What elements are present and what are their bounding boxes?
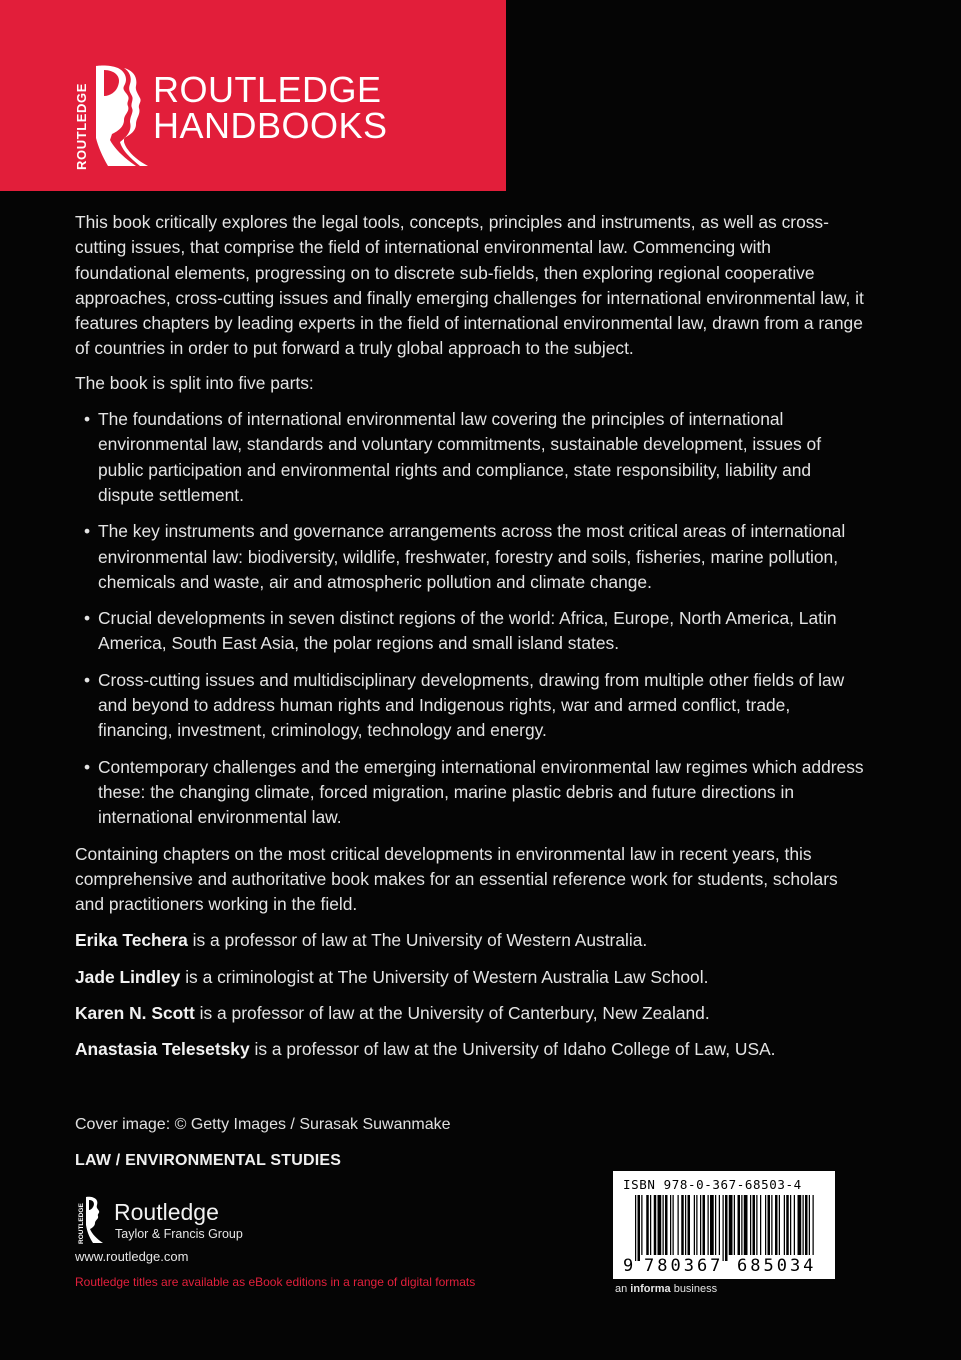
publisher-name: Routledge bbox=[114, 1199, 219, 1225]
publisher-logo-text: ROUTLEDGE bbox=[78, 1203, 85, 1244]
barcode-bar bbox=[650, 1195, 651, 1255]
barcode-bar bbox=[779, 1195, 780, 1255]
barcode-bar bbox=[768, 1195, 771, 1255]
list-item bbox=[75, 519, 865, 595]
barcode-bar bbox=[738, 1195, 741, 1255]
barcode-bar bbox=[794, 1195, 795, 1255]
author-bio bbox=[75, 1001, 865, 1026]
publisher-group: Taylor & Francis Group bbox=[115, 1227, 243, 1241]
barcode-bar bbox=[786, 1195, 789, 1255]
author-description: is a professor of law at the University of Idaho College of Law, USA. bbox=[249, 1039, 776, 1060]
barcode-bar bbox=[753, 1195, 756, 1255]
routledge-publisher-logo-icon bbox=[75, 1195, 107, 1245]
barcode-bar bbox=[700, 1195, 701, 1255]
barcode-bars bbox=[613, 1171, 835, 1279]
barcode-bar bbox=[729, 1195, 733, 1255]
barcode-bar bbox=[688, 1195, 691, 1255]
barcode-bar bbox=[635, 1195, 636, 1261]
author-description: is a criminologist at The University of Western Australia Law School. bbox=[180, 966, 709, 987]
list-item-text: The key instruments and governance arrangements across the most critical areas of international environmental law: biodiversity, wildlife, freshwater, forestry and soils, fisheries, marine pollution, chemicals and waste, air and atmospheric pollution and climate change. bbox=[98, 521, 846, 592]
barcode-bar bbox=[771, 1195, 772, 1255]
list-item bbox=[75, 407, 865, 508]
list-item-text: Crucial developments in seven distinct regions of the world: Africa, Europe, North America, Latin America, South East Asia, the polar regions and small island states. bbox=[98, 608, 837, 654]
barcode-bar bbox=[723, 1195, 724, 1261]
author-description: is a professor of law at The University of Western Australia. bbox=[187, 930, 648, 951]
barcode-bar bbox=[803, 1195, 804, 1255]
barcode-bar bbox=[665, 1195, 668, 1255]
barcode-bar bbox=[734, 1195, 735, 1255]
informa-brand: informa bbox=[630, 1283, 671, 1295]
barcode-bar bbox=[719, 1195, 720, 1255]
list-item-text: Contemporary challenges and the emerging international environmental law regimes which address these: the changing climate, forced migration, marine plastic debris and future directions in international environmental law. bbox=[98, 756, 864, 828]
list-item bbox=[75, 668, 865, 744]
barcode-bar bbox=[805, 1195, 808, 1255]
ebook-availability-note: Routledge titles are available as eBook editions in a range of digital formats bbox=[75, 1275, 476, 1289]
bullet-icon: • bbox=[84, 409, 91, 430]
intro-paragraph: This book critically explores the legal tools, concepts, principles and instruments, as well as cross-cutting issues, that comprise the field of international environmental law. Commencing with foundational elements, progressing on to discrete sub-fields, then exploring regional cooperative approaches, cross-cutting issues and finally emerging challenges for international environmental law, it features chapters by leading experts in the field of international environmental law, drawn from a range of countries in order to put forward a truly global approach to the subject. bbox=[75, 212, 864, 359]
bullet-icon: • bbox=[84, 521, 91, 542]
closing-paragraph: Containing chapters on the most critical developments in environmental law in recent years, this comprehensive and authoritative book makes for an essential reference work for students, scholars and practitioners working in the field. bbox=[75, 843, 838, 915]
author-name: Erika Techera bbox=[75, 930, 188, 951]
bullet-icon: • bbox=[84, 669, 91, 690]
back-cover-description bbox=[75, 210, 865, 1074]
author-name: Anastasia Telesetsky bbox=[75, 1039, 250, 1060]
barcode-bar bbox=[703, 1195, 706, 1255]
barcode-bar bbox=[784, 1195, 785, 1255]
barcode-bar bbox=[741, 1195, 742, 1255]
barcode-bar bbox=[646, 1195, 649, 1255]
bullet-icon: • bbox=[84, 608, 91, 629]
barcode-bar bbox=[775, 1195, 778, 1255]
parts-intro: The book is split into five parts: bbox=[75, 372, 314, 393]
barcode-bar bbox=[673, 1195, 674, 1255]
author-bio bbox=[75, 965, 865, 990]
banner-logo-text: ROUTLEDGE bbox=[74, 82, 89, 170]
barcode-bar bbox=[765, 1195, 766, 1255]
barcode-bar bbox=[708, 1195, 709, 1255]
barcode-bar bbox=[641, 1195, 642, 1255]
informa-suffix: business bbox=[670, 1283, 718, 1295]
barcode-bar bbox=[638, 1195, 641, 1261]
barcode-bar bbox=[696, 1195, 697, 1255]
barcode-bar bbox=[685, 1195, 686, 1255]
list-item-text: The foundations of international environmental law covering the principles of international environmental law, standards and voluntary commitments, sustainable development, issues of public participation and environmental rights and compliance, state responsibility, liability and dispute settlement. bbox=[98, 409, 822, 505]
routledge-profile-logo-icon bbox=[66, 62, 150, 172]
barcode-bar bbox=[790, 1195, 791, 1255]
barcode-digits-left: 780367 bbox=[644, 1256, 724, 1276]
barcode-bar bbox=[670, 1195, 671, 1255]
barcode-bar bbox=[658, 1195, 662, 1255]
list-item bbox=[75, 606, 865, 657]
series-title: ROUTLEDGE HANDBOOKS bbox=[153, 69, 388, 146]
barcode-bar bbox=[681, 1195, 684, 1255]
isbn-label: ISBN 978-0-367-68503-4 bbox=[623, 1177, 802, 1192]
author-bio bbox=[75, 1037, 865, 1062]
publisher-website-link[interactable]: www.routledge.com bbox=[75, 1249, 189, 1264]
cover-image-credit: Cover image: © Getty Images / Surasak Suwanmake bbox=[75, 1116, 451, 1133]
barcode-bar bbox=[798, 1195, 802, 1255]
bullet-icon: • bbox=[84, 756, 91, 777]
barcode-bar bbox=[813, 1195, 814, 1255]
barcode-bar bbox=[725, 1195, 728, 1261]
author-description: is a professor of law at the University of Canterbury, New Zealand. bbox=[194, 1003, 710, 1024]
informa-prefix: an bbox=[615, 1283, 631, 1295]
subject-category: LAW / ENVIRONMENTAL STUDIES bbox=[75, 1152, 342, 1169]
barcode-bar bbox=[663, 1195, 664, 1255]
barcode-bar bbox=[654, 1195, 657, 1255]
barcode-bar bbox=[744, 1195, 748, 1255]
barcode-bar bbox=[756, 1195, 757, 1255]
list-item bbox=[75, 755, 865, 831]
barcode-bar bbox=[678, 1195, 679, 1255]
author-name: Jade Lindley bbox=[75, 966, 181, 987]
parts-list bbox=[75, 407, 865, 830]
barcode-bar bbox=[710, 1195, 714, 1255]
isbn-barcode bbox=[613, 1171, 835, 1279]
barcode-bar bbox=[750, 1195, 751, 1255]
barcode-digits-right: 685034 bbox=[737, 1256, 817, 1276]
barcode-bar bbox=[809, 1195, 810, 1255]
barcode-bar bbox=[715, 1195, 716, 1255]
informa-business-tag bbox=[615, 1283, 717, 1295]
barcode-bar bbox=[694, 1195, 695, 1255]
author-bio bbox=[75, 928, 865, 953]
series-banner bbox=[0, 0, 506, 191]
list-item-text: Cross-cutting issues and multidisciplinary developments, drawing from multiple other fields of law and beyond to address human rights and Indigenous rights, war and armed conflict, trade, financing, investment, criminology, technology and energy. bbox=[98, 669, 845, 741]
barcode-digit-lead: 9 bbox=[623, 1256, 634, 1276]
barcode-bar bbox=[760, 1195, 761, 1255]
author-name: Karen N. Scott bbox=[75, 1003, 195, 1024]
